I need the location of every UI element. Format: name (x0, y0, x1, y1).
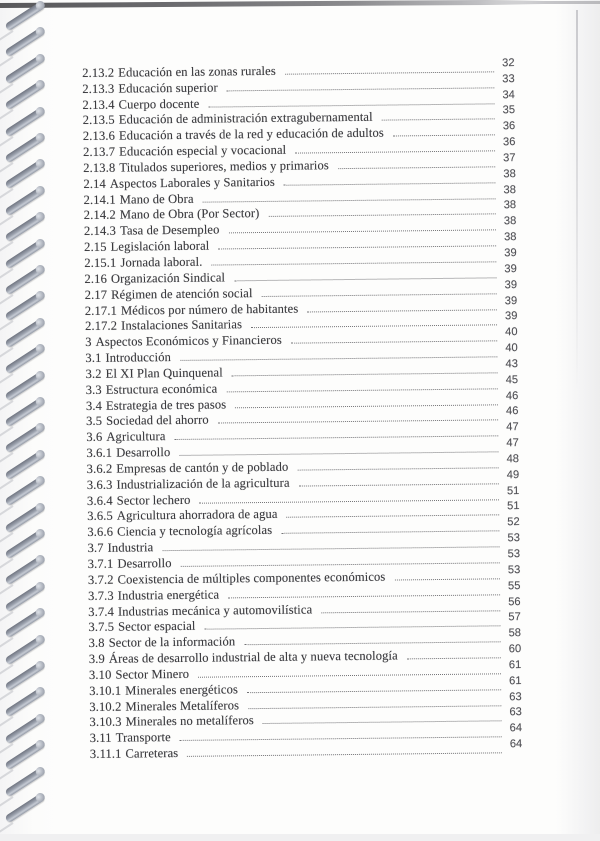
toc-entry-title: Educación en las zonas rurales (118, 63, 276, 80)
toc-entry-label (87, 460, 289, 476)
spiral-binding (0, 0, 62, 834)
toc-entry-title: Sector espacial (118, 619, 196, 635)
toc-entry-title: Minerales energéticos (125, 682, 239, 698)
toc-entry-label (86, 413, 209, 428)
toc-page-number: 38 (503, 231, 517, 244)
toc-entry-number: 3.5 (86, 414, 103, 429)
toc-page-number: 64 (509, 722, 523, 735)
toc-page-number: 38 (503, 215, 517, 228)
toc-entry-number: 3.3 (85, 382, 102, 397)
toc-entry-title: Áreas de desarrollo industrial de alta y nueva tecnología (108, 648, 398, 666)
page-right-edge (576, 10, 578, 390)
toc-page-number: 51 (507, 500, 520, 513)
toc-dotted-leader (235, 404, 498, 408)
toc-entry-number: 3 (85, 335, 92, 350)
toc-entry-label (89, 667, 189, 682)
toc-dotted-leader (263, 721, 502, 725)
toc-entry-number: 3.7.4 (88, 604, 115, 619)
toc-dotted-leader (251, 325, 497, 329)
toc-page-number: 39 (504, 262, 517, 276)
toc-entry-number: 2.13.2 (82, 65, 115, 80)
toc-entry-title: Régimen de atención social (111, 285, 253, 302)
toc-entry-number: 3.6.3 (86, 477, 113, 492)
toc-entry-label (88, 619, 195, 634)
toc-page-number: 58 (508, 627, 522, 640)
toc-entry-title: Minerales Metalíferos (125, 697, 240, 714)
toc-page-number: 37 (503, 152, 516, 165)
toc-page-number: 38 (503, 183, 517, 196)
toc-entry-title: El XI Plan Quinquenal (105, 365, 223, 381)
toc-entry-number: 2.13.7 (82, 144, 116, 160)
toc-entry-label (87, 492, 191, 507)
table-of-contents (82, 56, 532, 762)
toc-dotted-leader (247, 689, 501, 693)
toc-entry-label (89, 635, 236, 651)
toc-entry-label (85, 301, 299, 317)
toc-page-number: 39 (504, 310, 518, 323)
toc-dotted-leader (307, 309, 497, 312)
toc-dotted-leader (232, 372, 498, 376)
toc-entry-title: Tasa de Desempleo (119, 222, 220, 238)
toc-entry-number: 2.13.4 (82, 97, 115, 112)
toc-entry-label (84, 191, 194, 206)
toc-entry-label (84, 239, 209, 254)
toc-page-number: 46 (505, 389, 519, 402)
toc-entry-title: Transporte (115, 730, 171, 745)
toc-page-number: 38 (503, 167, 516, 181)
toc-entry-label (84, 206, 260, 222)
toc-page-number: 64 (509, 738, 523, 751)
toc-entry-title: Industria energética (117, 587, 220, 603)
toc-entry-title: Médicos por número de habitantes (120, 301, 299, 318)
toc-entry-title: Sector de la información (108, 634, 236, 650)
toc-page-number: 63 (509, 706, 522, 719)
toc-page-number: 61 (509, 674, 522, 687)
toc-entry-number: 3.10.3 (89, 715, 122, 730)
toc-entry-title: Desarrollo (117, 556, 172, 571)
toc-page-number: 39 (504, 278, 518, 291)
toc-entry-title: Jornada laboral. (120, 254, 203, 270)
toc-page-number: 47 (506, 421, 519, 434)
toc-dotted-leader (262, 293, 497, 297)
toc-entry-label (82, 96, 199, 111)
toc-page-number: 61 (508, 658, 522, 672)
toc-entry-number: 3.11 (89, 731, 112, 746)
toc-entry-label (90, 746, 179, 761)
toc-entry-label (88, 602, 312, 619)
toc-entry-number: 2.14.1 (83, 192, 116, 207)
toc-dotted-leader (393, 135, 495, 137)
toc-entry-title: Educación especial y vocacional (119, 142, 287, 159)
toc-entry-title: Industrias mecánica y automovilística (117, 601, 313, 619)
toc-entry-title: Agricultura ahorradora de agua (116, 507, 278, 524)
toc-entry-title: Estructura económica (105, 381, 218, 397)
toc-entry-title: Carreteras (125, 746, 179, 761)
toc-entry-number: 3.10.2 (89, 699, 122, 714)
toc-entry-number: 2.13.3 (82, 81, 115, 96)
toc-dotted-leader (227, 87, 495, 91)
toc-page-number: 60 (508, 643, 522, 656)
toc-page-number: 52 (507, 516, 520, 529)
toc-entry-number: 3.7.1 (87, 556, 114, 571)
toc-page-number: 33 (502, 72, 515, 85)
toc-entry-number: 3.7 (87, 540, 104, 556)
toc-entry-label (88, 556, 172, 571)
toc-entry-number: 3.6.1 (86, 445, 113, 461)
toc-entry-number: 3.10 (88, 667, 112, 682)
toc-entry-label (86, 445, 170, 460)
toc-entry-label (87, 540, 153, 555)
toc-page-number: 36 (502, 120, 516, 133)
toc-page-number: 40 (505, 326, 518, 339)
toc-page-number: 47 (506, 437, 519, 450)
toc-entry-title: Cuerpo docente (118, 96, 200, 112)
toc-page-number: 39 (504, 247, 517, 260)
toc-entry-label (86, 397, 226, 413)
toc-dotted-leader (287, 515, 500, 518)
toc-entry-title: Titulados superiores, medios y primarios (119, 158, 329, 175)
toc-entry-label (85, 318, 242, 334)
toc-entry-label (82, 64, 276, 80)
toc-entry-number: 2.13.5 (82, 113, 115, 128)
toc-page-number: 38 (503, 199, 517, 212)
toc-entry-label (89, 698, 239, 714)
toc-dotted-leader (321, 610, 500, 613)
toc-dotted-leader (285, 71, 494, 74)
toc-entry-number: 3.4 (85, 398, 103, 413)
toc-entry-number: 3.6.5 (87, 509, 113, 524)
toc-entry-number: 3.2 (85, 366, 102, 381)
toc-entry-number: 2.17.2 (84, 318, 118, 334)
toc-entry-title: Coexistencia de múltiples componentes económicos (117, 569, 386, 587)
page-top-edge-right (460, 1, 600, 4)
toc-entry-number: 2.13.8 (83, 160, 116, 175)
toc-entry-number: 2.17 (84, 287, 108, 302)
toc-entry-label (85, 350, 171, 365)
toc-entry-label (88, 587, 219, 602)
toc-page-number: 57 (508, 611, 521, 624)
toc-page-number: 46 (505, 405, 519, 418)
toc-entry-label (85, 365, 222, 381)
toc-entry-number: 2.13.6 (82, 128, 116, 144)
toc-entry-label (89, 682, 238, 698)
toc-entry-number: 3.6.6 (87, 525, 114, 540)
toc-entry-number: 3.7.5 (88, 620, 115, 635)
toc-dotted-leader (407, 657, 501, 659)
toc-dotted-leader (244, 642, 500, 646)
toc-dotted-leader (268, 214, 495, 218)
toc-entry-label (85, 286, 253, 302)
toc-page-number: 56 (508, 595, 521, 608)
toc-entry-title: Introducción (105, 350, 172, 365)
toc-entry-title: Empresas de cantón y de poblado (116, 459, 289, 476)
toc-entry-label (84, 255, 202, 270)
toc-entry-number: 3.11.1 (89, 746, 122, 762)
toc-entry-title: Sociedad del ahorro (106, 413, 209, 429)
toc-page-number: 36 (502, 136, 516, 149)
toc-entry-label (87, 507, 278, 523)
toc-entry-label (82, 80, 218, 96)
toc-entry-label (83, 158, 329, 175)
toc-dotted-leader (234, 277, 496, 281)
toc-entry-title: Aspectos Laborales y Sanitarios (109, 174, 275, 191)
toc-entry-title: Industrialización de la agricultura (116, 475, 290, 492)
toc-entry-title: Ciencia y tecnología agrícolas (116, 523, 273, 539)
toc-entry-label (86, 381, 218, 396)
toc-entry-number: 2.14.3 (83, 223, 117, 239)
toc-entry-title: Sector Minero (115, 666, 190, 682)
toc-dotted-leader (297, 467, 498, 470)
toc-page-number: 32 (501, 56, 515, 70)
toc-page-number: 55 (507, 579, 521, 592)
toc-entry-label (86, 429, 165, 444)
toc-entry-title: Organización Sindical (110, 270, 226, 286)
toc-page-number: 49 (506, 468, 520, 482)
toc-page-number: 48 (506, 453, 520, 466)
toc-page-number: 53 (507, 548, 521, 561)
toc-entry-number: 2.15.1 (84, 255, 117, 270)
toc-entry-title: Estrategia de tres pasos (105, 396, 227, 413)
toc-dotted-leader (382, 119, 495, 121)
toc-entry-title: Educación de administración extragubernamental (118, 110, 373, 127)
toc-entry-number: 3.6 (86, 430, 103, 445)
toc-dotted-leader (284, 182, 496, 185)
toc-entry-label (89, 714, 254, 730)
toc-page-number: 53 (507, 563, 521, 577)
toc-page-number: 45 (505, 373, 519, 386)
toc-entry-label (90, 730, 171, 745)
toc-entry-number: 3.6.2 (86, 461, 113, 476)
toc-dotted-leader (338, 166, 495, 169)
toc-entry-label (83, 143, 286, 159)
toc-dotted-leader (299, 483, 499, 486)
toc-entry-number: 3.1 (85, 350, 102, 366)
toc-entry-number: 3.7.3 (87, 588, 114, 603)
toc-entry-number: 2.14.2 (83, 208, 116, 223)
toc-entry-label (85, 333, 282, 349)
toc-entry-title: Educación a través de la red y educación de adultos (118, 125, 384, 143)
toc-dotted-leader (295, 150, 495, 153)
toc-entry-label (84, 270, 225, 286)
toc-page-number: 51 (506, 484, 520, 497)
toc-entry-label (87, 523, 272, 539)
toc-entry-title: Mano de Obra (Por Sector) (119, 206, 260, 223)
toc-entry-title: Desarrollo (116, 445, 171, 460)
toc-entry-number: 2.17.1 (84, 303, 118, 318)
toc-page-number: 53 (507, 532, 520, 545)
toc-entry-number: 3.6.4 (86, 493, 113, 508)
toc-entry-number: 3.8 (88, 636, 105, 651)
toc-entry-title: Sector lechero (116, 492, 191, 508)
toc-dotted-leader (248, 705, 501, 709)
toc-entry-number: 2.14 (83, 176, 106, 191)
toc-entry-title: Legislación laboral (110, 238, 210, 254)
toc-entry-title: Mano de Obra (119, 191, 194, 207)
toc-entry-label (83, 175, 275, 191)
toc-dotted-leader (187, 752, 502, 757)
toc-dotted-leader (291, 341, 497, 344)
toc-entry-number: 2.15 (84, 239, 107, 255)
toc-dotted-leader (394, 578, 500, 580)
toc-dotted-leader (228, 230, 495, 234)
toc-page-number: 35 (502, 104, 516, 117)
toc-entry-title: Minerales no metalíferos (125, 713, 254, 730)
toc-entry-label (87, 475, 290, 491)
toc-entry-title: Educación superior (118, 80, 218, 96)
toc-page-number: 63 (509, 690, 522, 703)
toc-entry-title: Industria (107, 540, 154, 555)
toc-entry-number: 3.9 (88, 651, 105, 667)
toc-entry-number: 2.16 (84, 271, 108, 286)
toc-entry-title: Instalaciones Sanitarias (121, 317, 243, 333)
toc-entry-label (84, 223, 220, 239)
toc-entry-title: Aspectos Económicos y Financieros (95, 332, 282, 350)
toc-entry-number: 3.7.2 (87, 572, 114, 587)
toc-page-number: 40 (505, 342, 518, 355)
toc-dotted-leader (281, 531, 499, 534)
toc-page-number: 39 (504, 294, 518, 307)
toc-page-number: 43 (505, 357, 518, 371)
toc-entry-number: 3.10.1 (89, 683, 122, 698)
toc-page-number: 34 (502, 88, 515, 101)
toc-entry-title: Agricultura (106, 429, 166, 445)
